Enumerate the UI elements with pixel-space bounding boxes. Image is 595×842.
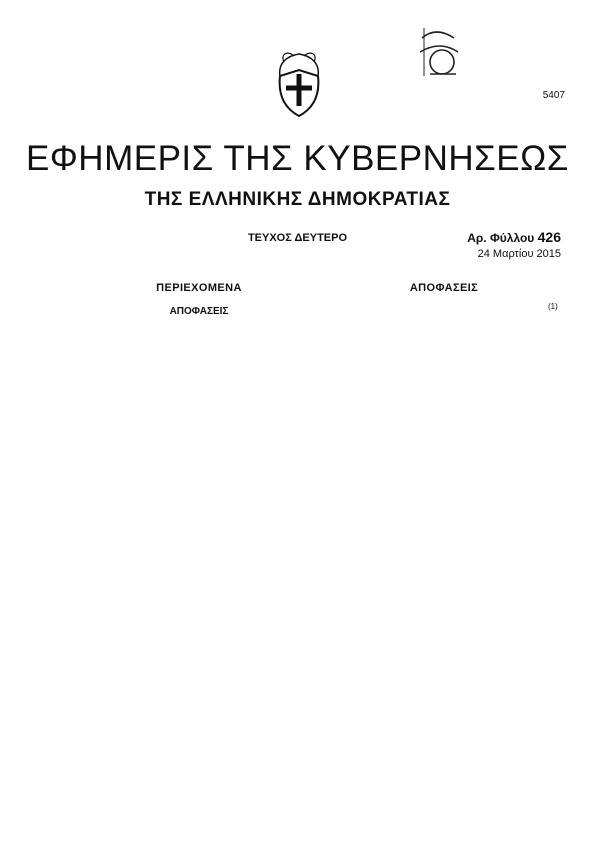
decisions-column (326, 282, 562, 294)
sheet-label: Αρ. Φύλλου (467, 231, 535, 245)
contents-subheading: ΑΠΟΦΑΣΕΙΣ (169, 306, 229, 317)
sheet-number (467, 229, 561, 245)
sheet-number-value: 426 (537, 229, 561, 245)
page-number: 5407 (542, 90, 565, 101)
contents-column (80, 282, 318, 317)
gazette-title: ΕΦΗΜΕΡΙΣ ΤΗΣ ΚΥΒΕΡΝΗΣΕΩΣ (26, 139, 569, 178)
state-emblem-icon (276, 50, 322, 120)
decision-number-label: (1) (548, 302, 558, 311)
contents-heading: ΠΕΡΙΕΧΟΜΕΝΑ (156, 282, 242, 294)
publisher-seal-icon (410, 18, 468, 80)
gazette-subtitle: ΤΗΣ ΕΛΛΗΝΙΚΗΣ ΔΗΜΟΚΡΑΤΙΑΣ (144, 189, 451, 210)
decisions-heading: ΑΠΟΦΑΣΕΙΣ (409, 282, 479, 294)
issue-type: ΤΕΥΧΟΣ ΔΕΥΤΕΡΟ (247, 232, 348, 244)
issue-date: 24 Μαρτίου 2015 (477, 248, 561, 260)
